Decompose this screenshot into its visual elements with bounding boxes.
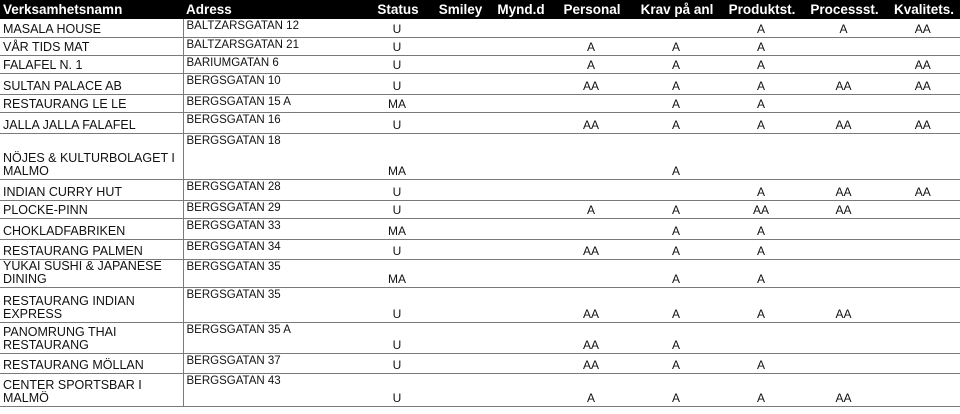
krav-cell <box>631 179 721 200</box>
table-row <box>0 19 960 37</box>
process-header: Processst. <box>801 0 886 19</box>
address-cell: BERGSGATAN 37 <box>183 353 364 373</box>
business-name: PLOCKE-PINN <box>0 200 183 218</box>
status-cell: U <box>364 37 430 55</box>
process-cell <box>801 94 886 112</box>
produkt-cell: A <box>721 19 801 37</box>
status-cell: U <box>364 322 430 353</box>
personal-header: Personal <box>551 0 631 19</box>
produkt-cell: A <box>721 373 801 406</box>
smiley-cell <box>430 37 489 55</box>
kvalitet-cell <box>886 200 960 218</box>
krav-cell: A <box>631 353 721 373</box>
business-name: PANOMRUNG THAI RESTAURANG <box>0 322 183 353</box>
status-cell: U <box>364 287 430 322</box>
smiley-cell <box>430 112 489 133</box>
personal-cell: AA <box>551 239 631 259</box>
process-cell <box>801 239 886 259</box>
status-cell: U <box>364 112 430 133</box>
krav-cell: A <box>631 73 721 94</box>
address-cell: BERGSGATAN 35 A <box>183 322 364 353</box>
produkt-header: Produktst. <box>721 0 801 19</box>
krav-cell: A <box>631 112 721 133</box>
table-row <box>0 259 960 287</box>
produkt-cell: A <box>721 239 801 259</box>
name-header: Verksamhetsnamn <box>0 0 183 19</box>
smiley-cell <box>430 259 489 287</box>
table-row <box>0 287 960 322</box>
table-row <box>0 353 960 373</box>
produkt-cell <box>721 133 801 179</box>
process-cell: AA <box>801 287 886 322</box>
status-cell: U <box>364 73 430 94</box>
business-name: RESTAURANG PALMEN <box>0 239 183 259</box>
smiley-cell <box>430 239 489 259</box>
personal-cell: AA <box>551 73 631 94</box>
smiley-cell <box>430 133 489 179</box>
kvalitet-cell: AA <box>886 19 960 37</box>
produkt-cell: A <box>721 73 801 94</box>
mynd-header: Mynd.d <box>489 0 551 19</box>
personal-cell: AA <box>551 112 631 133</box>
table-row <box>0 218 960 239</box>
table-body <box>0 19 960 406</box>
kvalitet-cell: AA <box>886 112 960 133</box>
smiley-cell <box>430 55 489 73</box>
business-name: VÅR TIDS MAT <box>0 37 183 55</box>
process-cell: A <box>801 19 886 37</box>
address-cell: BERGSGATAN 35 <box>183 259 364 287</box>
address-header: Adress <box>183 0 364 19</box>
address-cell: BERGSGATAN 33 <box>183 218 364 239</box>
krav-cell: A <box>631 373 721 406</box>
process-cell: AA <box>801 373 886 406</box>
kvalitet-cell <box>886 322 960 353</box>
smiley-cell <box>430 373 489 406</box>
address-cell: BERGSGATAN 10 <box>183 73 364 94</box>
produkt-cell: A <box>721 287 801 322</box>
process-cell <box>801 37 886 55</box>
personal-cell: A <box>551 55 631 73</box>
status-cell: U <box>364 200 430 218</box>
business-name: FALAFEL N. 1 <box>0 55 183 73</box>
process-cell <box>801 259 886 287</box>
kvalitet-cell <box>886 239 960 259</box>
kvalitet-cell <box>886 94 960 112</box>
mynd-cell <box>489 94 551 112</box>
mynd-cell <box>489 373 551 406</box>
table-row <box>0 55 960 73</box>
business-name: MASALA HOUSE <box>0 19 183 37</box>
process-cell <box>801 133 886 179</box>
kvalitet-cell: AA <box>886 179 960 200</box>
status-cell: MA <box>364 94 430 112</box>
krav-cell: A <box>631 133 721 179</box>
status-cell: U <box>364 239 430 259</box>
status-cell: U <box>364 373 430 406</box>
kvalitet-cell <box>886 133 960 179</box>
mynd-cell <box>489 73 551 94</box>
process-cell <box>801 55 886 73</box>
business-name: INDIAN CURRY HUT <box>0 179 183 200</box>
process-cell <box>801 353 886 373</box>
status-cell: U <box>364 19 430 37</box>
kvalitet-cell <box>886 287 960 322</box>
mynd-cell <box>489 322 551 353</box>
krav-cell: A <box>631 287 721 322</box>
smiley-cell <box>430 200 489 218</box>
status-header: Status <box>364 0 430 19</box>
business-name: NÖJES & KULTURBOLAGET I MALMO <box>0 133 183 179</box>
krav-cell: A <box>631 322 721 353</box>
smiley-cell <box>430 322 489 353</box>
personal-cell: A <box>551 200 631 218</box>
process-cell <box>801 218 886 239</box>
table-row <box>0 94 960 112</box>
address-cell: BALTZARSGATAN 21 <box>183 37 364 55</box>
smiley-cell <box>430 73 489 94</box>
personal-cell: A <box>551 373 631 406</box>
address-cell: BARIUMGATAN 6 <box>183 55 364 73</box>
process-cell: AA <box>801 73 886 94</box>
business-name: RESTAURANG MÖLLAN <box>0 353 183 373</box>
smiley-cell <box>430 287 489 322</box>
table-row <box>0 133 960 179</box>
table-row <box>0 373 960 406</box>
status-cell: U <box>364 55 430 73</box>
address-cell: BERGSGATAN 16 <box>183 112 364 133</box>
smiley-header: Smiley <box>430 0 489 19</box>
address-cell: BALTZARSGATAN 12 <box>183 19 364 37</box>
kvalitet-cell <box>886 373 960 406</box>
status-cell: MA <box>364 133 430 179</box>
mynd-cell <box>489 287 551 322</box>
krav-cell: A <box>631 218 721 239</box>
process-cell: AA <box>801 112 886 133</box>
address-cell: BERGSGATAN 34 <box>183 239 364 259</box>
krav-cell: A <box>631 55 721 73</box>
krav-cell: A <box>631 37 721 55</box>
personal-cell <box>551 218 631 239</box>
produkt-cell <box>721 322 801 353</box>
produkt-cell: A <box>721 179 801 200</box>
table-row <box>0 73 960 94</box>
kvalitet-cell <box>886 259 960 287</box>
produkt-cell: A <box>721 94 801 112</box>
mynd-cell <box>489 218 551 239</box>
personal-cell <box>551 179 631 200</box>
table-row <box>0 179 960 200</box>
smiley-cell <box>430 179 489 200</box>
produkt-cell: A <box>721 55 801 73</box>
header-row <box>0 0 960 19</box>
table-row <box>0 239 960 259</box>
address-cell: BERGSGATAN 35 <box>183 287 364 322</box>
process-cell: AA <box>801 200 886 218</box>
produkt-cell: A <box>721 353 801 373</box>
kvalitet-cell <box>886 218 960 239</box>
table-row <box>0 322 960 353</box>
mynd-cell <box>489 37 551 55</box>
personal-cell <box>551 259 631 287</box>
smiley-cell <box>430 94 489 112</box>
status-cell: U <box>364 353 430 373</box>
smiley-cell <box>430 353 489 373</box>
status-cell: MA <box>364 218 430 239</box>
personal-cell <box>551 19 631 37</box>
produkt-cell: A <box>721 37 801 55</box>
kvalitet-cell: AA <box>886 73 960 94</box>
process-cell: AA <box>801 179 886 200</box>
personal-cell: AA <box>551 287 631 322</box>
produkt-cell: AA <box>721 200 801 218</box>
krav-cell: A <box>631 94 721 112</box>
process-cell <box>801 322 886 353</box>
personal-cell: AA <box>551 353 631 373</box>
business-name: SULTAN PALACE AB <box>0 73 183 94</box>
personal-cell <box>551 94 631 112</box>
business-name: YUKAI SUSHI & JAPANESE DINING <box>0 259 183 287</box>
mynd-cell <box>489 200 551 218</box>
mynd-cell <box>489 239 551 259</box>
table-row <box>0 200 960 218</box>
table-row <box>0 112 960 133</box>
status-cell: MA <box>364 259 430 287</box>
address-cell: BERGSGATAN 28 <box>183 179 364 200</box>
personal-cell <box>551 133 631 179</box>
produkt-cell: A <box>721 218 801 239</box>
kvalitet-header: Kvalitets. <box>886 0 960 19</box>
mynd-cell <box>489 55 551 73</box>
mynd-cell <box>489 353 551 373</box>
business-name: JALLA JALLA FALAFEL <box>0 112 183 133</box>
kvalitet-cell <box>886 37 960 55</box>
produkt-cell: A <box>721 259 801 287</box>
business-name: CENTER SPORTSBAR I MALMÖ <box>0 373 183 406</box>
mynd-cell <box>489 133 551 179</box>
krav-cell <box>631 19 721 37</box>
mynd-cell <box>489 19 551 37</box>
mynd-cell <box>489 259 551 287</box>
krav-cell: A <box>631 259 721 287</box>
smiley-cell <box>430 19 489 37</box>
krav-cell: A <box>631 239 721 259</box>
personal-cell: A <box>551 37 631 55</box>
krav-cell: A <box>631 200 721 218</box>
business-name: RESTAURANG LE LE <box>0 94 183 112</box>
table-row <box>0 37 960 55</box>
produkt-cell: A <box>721 112 801 133</box>
krav-header: Krav på anl <box>631 0 721 19</box>
business-name: RESTAURANG INDIAN EXPRESS <box>0 287 183 322</box>
kvalitet-cell: AA <box>886 55 960 73</box>
address-cell: BERGSGATAN 18 <box>183 133 364 179</box>
business-name: CHOKLADFABRIKEN <box>0 218 183 239</box>
smiley-cell <box>430 218 489 239</box>
address-cell: BERGSGATAN 15 A <box>183 94 364 112</box>
address-cell: BERGSGATAN 29 <box>183 200 364 218</box>
address-cell: BERGSGATAN 43 <box>183 373 364 406</box>
kvalitet-cell <box>886 353 960 373</box>
personal-cell: AA <box>551 322 631 353</box>
mynd-cell <box>489 112 551 133</box>
status-cell: U <box>364 179 430 200</box>
mynd-cell <box>489 179 551 200</box>
